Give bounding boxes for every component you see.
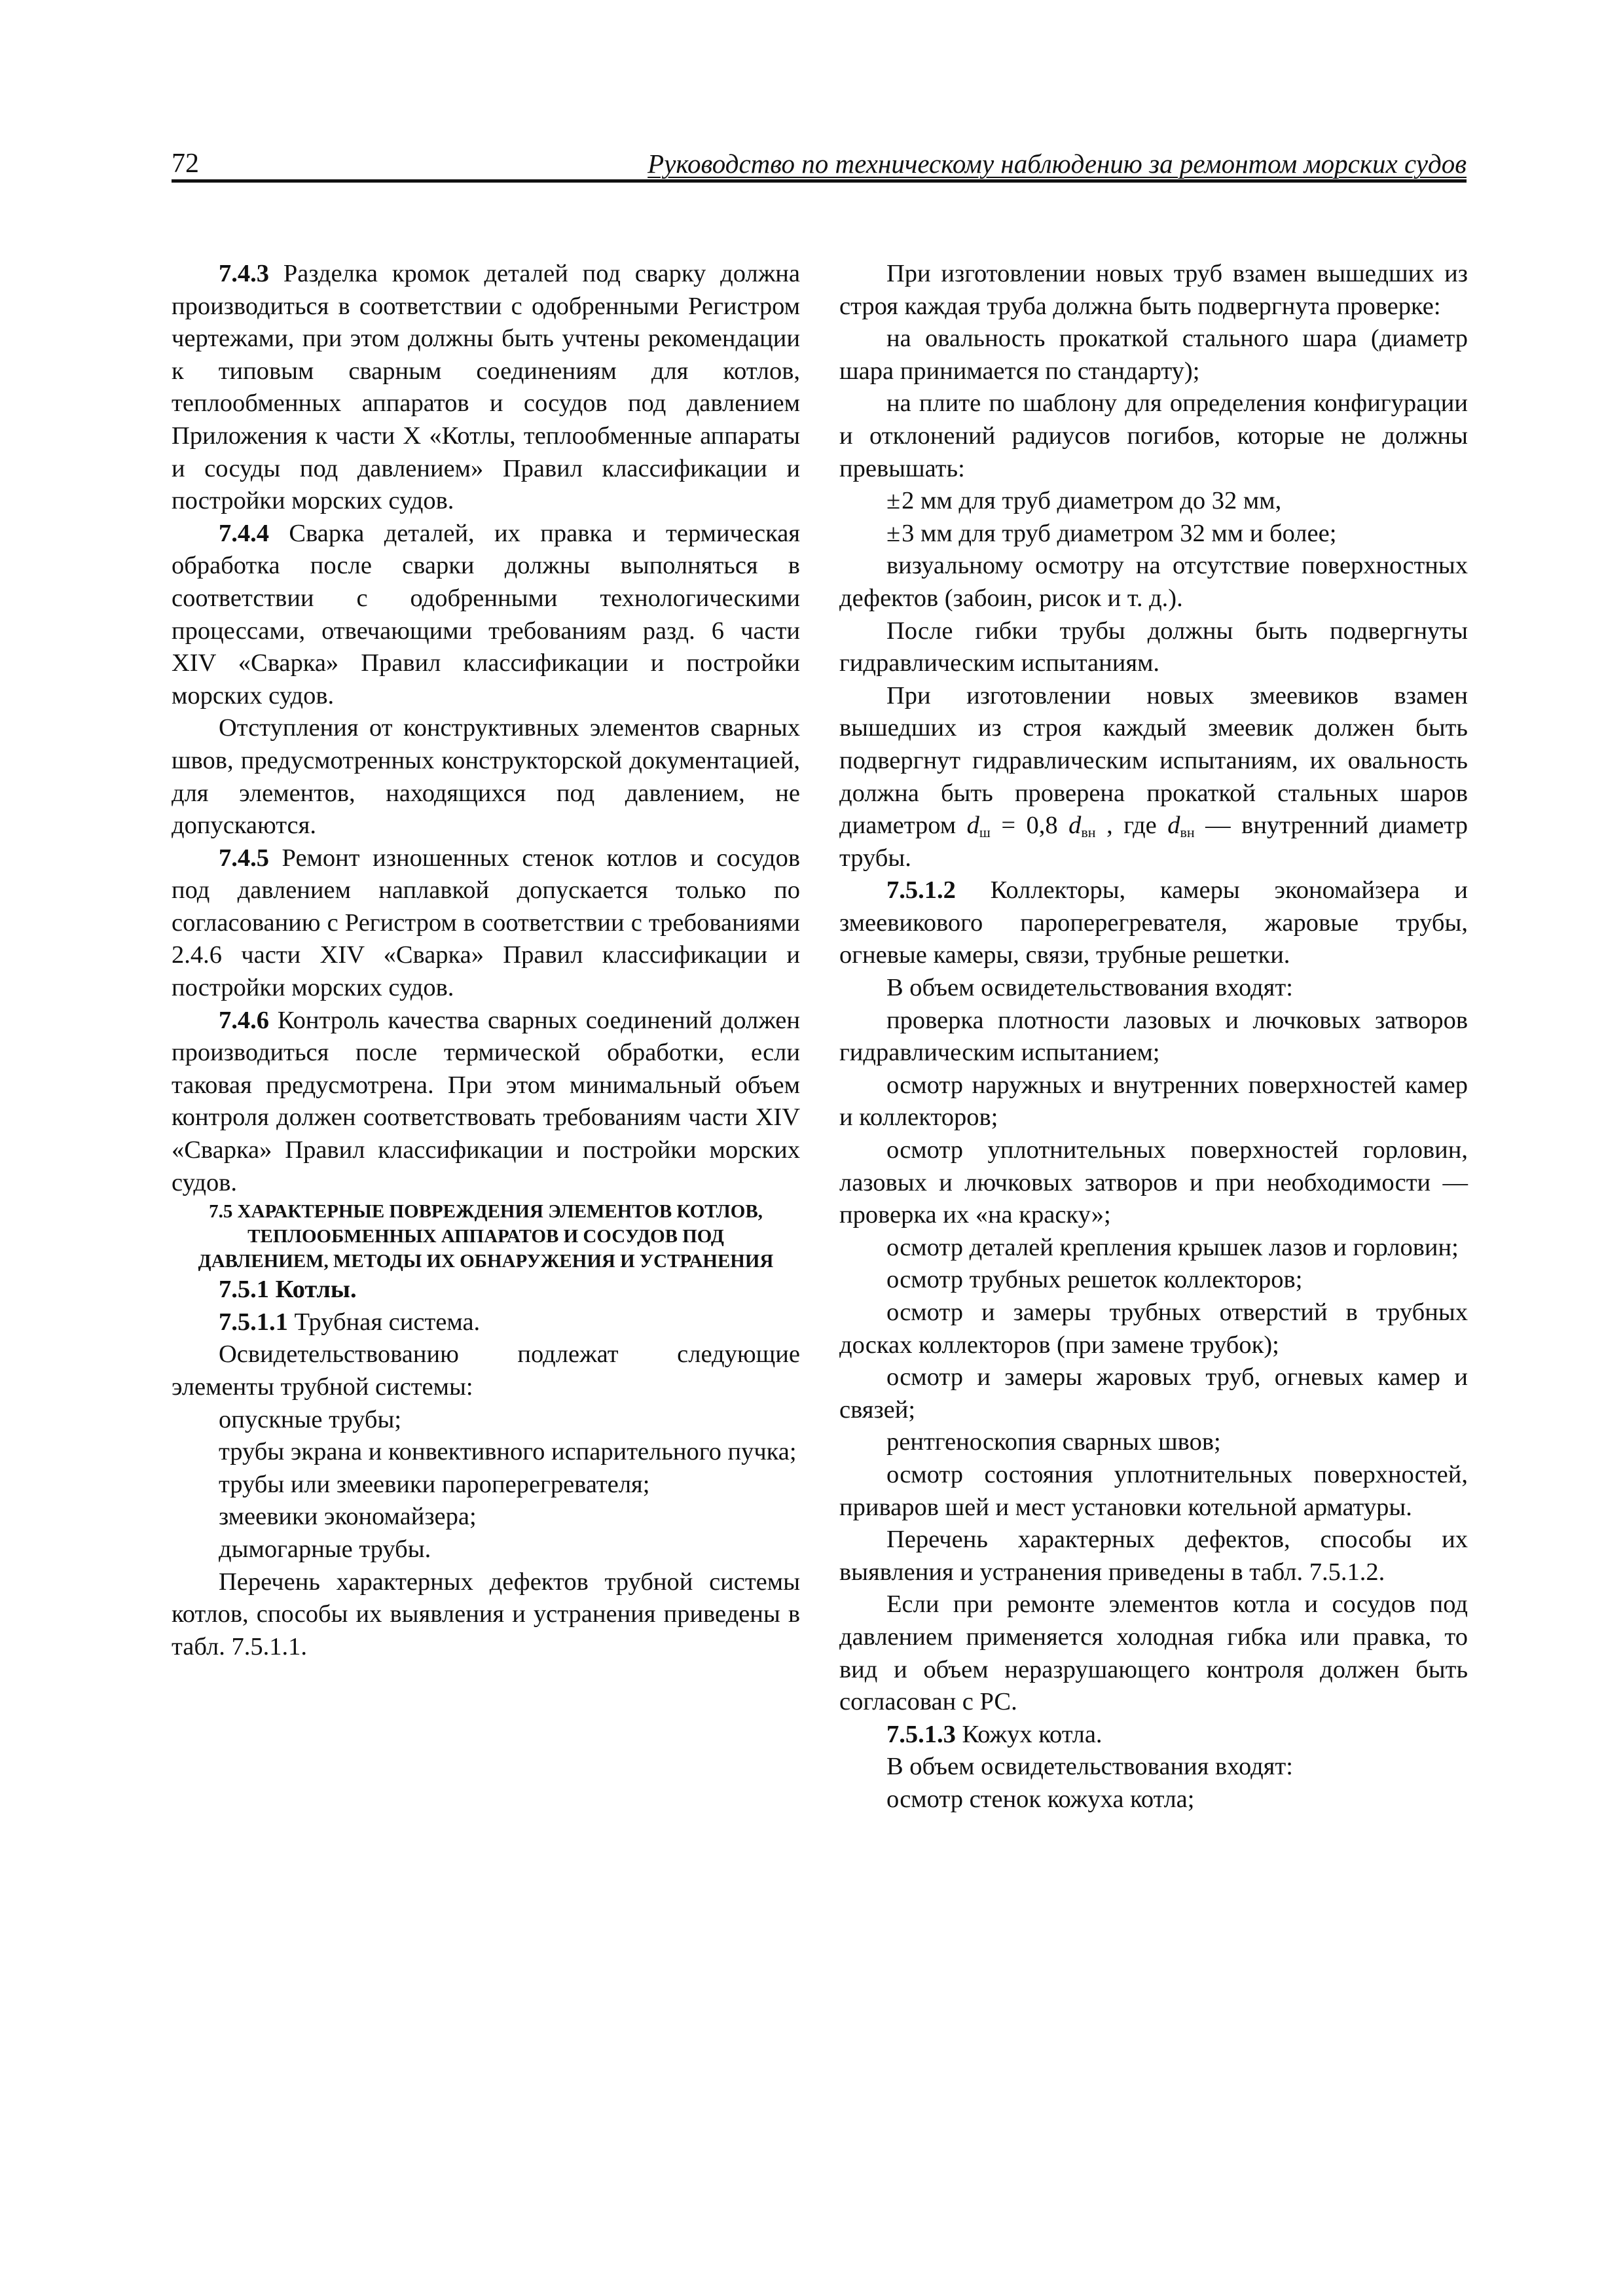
paragraph-7-4-4 bbox=[172, 518, 800, 713]
list-item: осмотр уплотнительных поверхностей горловин, лазовых и лючковых затворов и при необходимости — проверка их «на краску»; bbox=[839, 1136, 1468, 1229]
paragraph-text: Кожух котла. bbox=[955, 1720, 1103, 1748]
paragraph-new-pipes: При изготовлении новых труб взамен вышедших из строя каждая труба должна быть подвергнута проверке: bbox=[839, 260, 1468, 320]
list-item: опускные трубы; bbox=[219, 1405, 402, 1433]
variable-d: d bbox=[1167, 812, 1180, 840]
text-part: — внутренний диаметр трубы. bbox=[839, 812, 1468, 872]
list-item: дымогарные трубы. bbox=[219, 1535, 431, 1563]
list-item: трубы экрана и конвективного испарительного пучка; bbox=[219, 1438, 797, 1466]
list-item: осмотр наружных и внутренних поверхностей камер и коллекторов; bbox=[839, 1071, 1468, 1132]
clause-number: 7.4.4 bbox=[219, 519, 269, 547]
paragraph-text: Сварка деталей, их правка и термическая обработка после сварки должны выполняться в соответствии с одобренными технологическими процессами, отвечающими требованиям разд. 6 части XIV «Сварка» Правил классификации и постройки морских судов. bbox=[172, 519, 800, 709]
clause-number: 7.5.1.2 bbox=[886, 876, 956, 905]
text-part: При изготовлении новых змеевиков взамен вышедших из строя каждый змеевик должен быть подвергнут гидравлическим испытаниям, их овальность должна быть проверена прокаткой стальных шаров диаметром bbox=[839, 681, 1468, 840]
section-heading-7-5: 7.5 ХАРАКТЕРНЫЕ ПОВРЕЖДЕНИЯ ЭЛЕМЕНТОВ КОТЛОВ, ТЕПЛООБМЕННЫХ АППАРАТОВ И СОСУДОВ ПОД ДАВЛЕНИЕМ, МЕТОДЫ ИХ ОБНАРУЖЕНИЯ И УСТРАНЕНИЯ bbox=[198, 1201, 774, 1272]
list-item: змеевики экономайзера; bbox=[219, 1503, 477, 1531]
plus-minus-sign: ± bbox=[886, 519, 901, 547]
paragraph-text: Трубная система. bbox=[287, 1308, 481, 1336]
page-number: 72 bbox=[172, 149, 199, 179]
right-column bbox=[839, 258, 1468, 1816]
paragraph-defects-list-ref: Перечень характерных дефектов, способы их выявления и устранения приведены в табл. 7.5.1.2. bbox=[839, 1526, 1468, 1586]
paragraph-elements-intro: Освидетельствованию подлежат следующие элементы трубной системы: bbox=[172, 1340, 800, 1401]
tolerance-text: 2 мм для труб диаметром до 32 мм, bbox=[902, 487, 1282, 515]
text-part: , где bbox=[1095, 812, 1168, 840]
plus-minus-sign: ± bbox=[886, 487, 901, 515]
list-item: осмотр и замеры жаровых труб, огневых камер и связей; bbox=[839, 1363, 1468, 1424]
list-item: трубы или змеевики пароперегревателя; bbox=[219, 1470, 650, 1498]
tolerance-text: 3 мм для труб диаметром 32 мм и более; bbox=[902, 519, 1337, 547]
list-item: осмотр деталей крепления крышек лазов и горловин; bbox=[886, 1233, 1459, 1261]
paragraph-hydraulic-tests: После гибки трубы должны быть подвергнуты гидравлическим испытаниям. bbox=[839, 617, 1468, 677]
list-item: осмотр состояния уплотнительных поверхностей, приваров шей и мест установки котельной арматуры. bbox=[839, 1460, 1468, 1521]
paragraph-text: Контроль качества сварных соединений должен производиться после термической обработки, если таковая предусмотрена. При этом минимальный объем контроля должен соответствовать требованиям части XIV «Сварка» Правил классификации и постройки морских судов. bbox=[172, 1006, 800, 1196]
list-item: осмотр трубных решеток коллекторов; bbox=[886, 1266, 1303, 1294]
list-item: проверка плотности лазовых и лючковых затворов гидравлическим испытанием; bbox=[839, 1006, 1468, 1067]
clause-number: 7.5.1.3 bbox=[886, 1720, 956, 1748]
subsection-title-7-5-1: 7.5.1 Котлы. bbox=[219, 1276, 357, 1304]
paragraph-7-5-1-2 bbox=[839, 874, 1468, 972]
list-item: на овальность прокаткой стального шара (диаметр шара принимается по стандарту); bbox=[839, 325, 1468, 385]
subscript: ш bbox=[979, 824, 991, 841]
paragraph-7-5-1-1 bbox=[172, 1306, 800, 1339]
list-item: осмотр и замеры трубных отверстий в трубных досках коллекторов (при замене трубок); bbox=[839, 1299, 1468, 1359]
running-title: Руководство по техническому наблюдению за ремонтом морских судов bbox=[647, 149, 1467, 179]
clause-number: 7.5.1.1 bbox=[219, 1308, 288, 1336]
left-column bbox=[172, 258, 800, 1663]
variable-d: d bbox=[966, 812, 979, 840]
paragraph-text: Ремонт изношенных стенок котлов и сосудов под давлением наплавкой допускается только по согласованию с Регистром в соответствии с требованиями 2.4.6 части XIV «Сварка» Правил классификации и постройки морских судов. bbox=[172, 844, 800, 1002]
subscript: вн bbox=[1081, 824, 1096, 841]
list-item: на плите по шаблону для определения конфигурации и отклонений радиусов погибов, которые не должны превышать: bbox=[839, 389, 1468, 482]
variable-d: d bbox=[1068, 812, 1082, 840]
page-header bbox=[172, 148, 1467, 183]
clause-number: 7.4.5 bbox=[219, 844, 269, 872]
clause-number: 7.4.6 bbox=[219, 1006, 269, 1034]
paragraph-new-coils bbox=[839, 680, 1468, 875]
paragraph-text: Разделка кромок деталей под сварку должна производиться в соответствии с одобренными Регистром чертежами, при этом должны быть учтены рекомендации к типовым сварным соединениям для котлов, теплообменных аппаратов и сосудов под давлением Приложения к части X «Котлы, теплообменные аппараты и сосуды под давлением» Правил классификации и постройки морских судов. bbox=[172, 260, 800, 515]
paragraph-cold-bending: Если при ремонте элементов котла и сосудов под давлением применяется холодная гибка или правка, то вид и объем неразрушающего контроля должен быть согласован с РС. bbox=[839, 1590, 1468, 1716]
list-item: осмотр стенок кожуха котла; bbox=[886, 1785, 1195, 1813]
paragraph-defects-list-ref: Перечень характерных дефектов трубной системы котлов, способы их выявления и устранения приведены в табл. 7.5.1.1. bbox=[172, 1568, 800, 1660]
paragraph-7-5-1-3 bbox=[839, 1719, 1468, 1751]
list-item: визуальному осмотру на отсутствие поверхностных дефектов (забоин, рисок и т. д.). bbox=[839, 552, 1468, 612]
tolerance-item bbox=[839, 518, 1468, 550]
tolerance-item bbox=[839, 485, 1468, 518]
paragraph-scope-intro: В объем освидетельствования входят: bbox=[886, 1753, 1293, 1781]
paragraph-7-4-3 bbox=[172, 258, 800, 518]
clause-number: 7.4.3 bbox=[219, 260, 269, 287]
paragraph-scope-intro: В объем освидетельствования входят: bbox=[886, 974, 1293, 1002]
paragraph-deviations: Отступления от конструктивных элементов сварных швов, предусмотренных конструкторской документацией, для элементов, находящихся под давлением, не допускаются. bbox=[172, 714, 800, 840]
paragraph-text: Коллекторы, камеры экономайзера и змеевикового пароперегревателя, жаровые трубы, огневые камеры, связи, трубные решетки. bbox=[839, 876, 1468, 969]
subscript: вн bbox=[1180, 824, 1195, 841]
paragraph-7-4-6 bbox=[172, 1005, 800, 1200]
text-part: = 0,8 bbox=[990, 812, 1069, 840]
paragraph-7-4-5 bbox=[172, 842, 800, 1005]
list-item: рентгеноскопия сварных швов; bbox=[886, 1428, 1221, 1456]
